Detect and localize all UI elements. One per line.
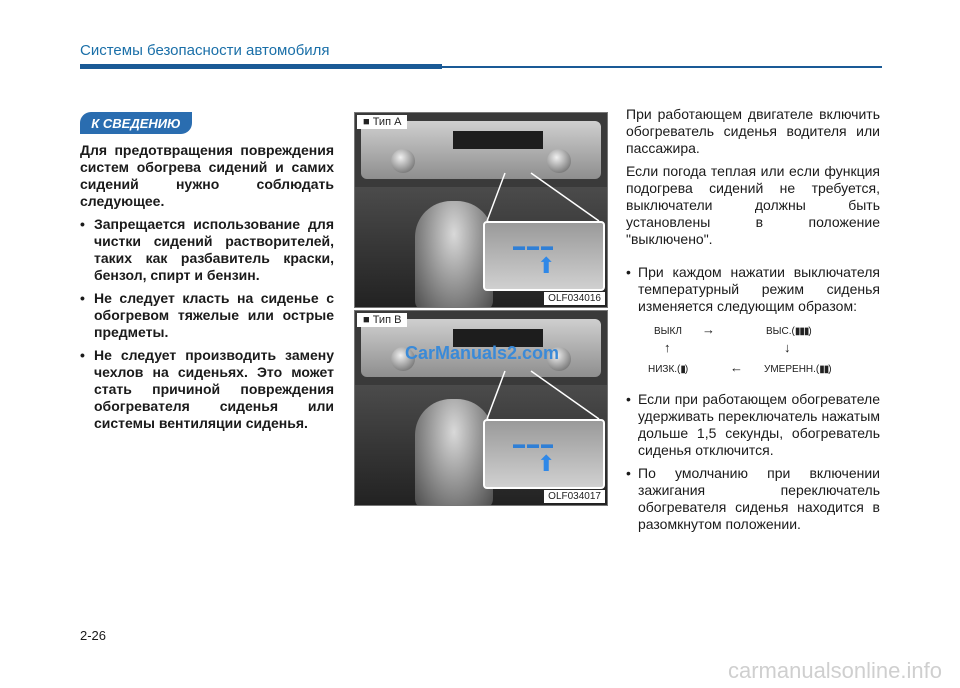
heat-cycle-diagram	[626, 323, 880, 381]
figure-label: ■ Тип B	[357, 313, 407, 327]
instruction-bullet	[626, 465, 880, 533]
bullet-mark: •	[626, 391, 631, 407]
figure-code: OLF034017	[544, 490, 605, 503]
header-bar-light	[442, 66, 882, 68]
cycle-high	[766, 323, 812, 340]
cycle-high-close: )	[808, 326, 812, 337]
figure-label: ■ Тип A	[357, 115, 407, 129]
notice-bullet	[80, 216, 334, 284]
instruction-bullet-text: По умолчанию при включении зажигания переключатель обогревателя сиденья находится в разомкнутом положении.	[638, 465, 880, 532]
seat-heater-callout	[483, 419, 605, 489]
seat-heat-low-icon: ▮	[680, 364, 685, 375]
bullet-mark: •	[80, 216, 85, 232]
seat-heater-indicator-icon: ▬▬▬	[513, 239, 555, 253]
cycle-arrow-down: ↓	[784, 340, 791, 355]
instruction-paragraph: При работающем двигателе включить обогреватель сиденья водителя или пассажира.	[626, 106, 880, 156]
notice-intro: Для предотвращения повреждения систем обогрева сидений и самих сидений нужно соблюдать следующее.	[80, 142, 334, 209]
bullet-mark: •	[80, 290, 85, 306]
instruction-bullet	[626, 391, 880, 459]
notice-bullet-text: Не следует производить замену чехлов на сиденьях. Это может стать причиной повреждения обогревателя сиденья или системы вентиляции сиденья.	[94, 347, 334, 431]
seat-heater-callout	[483, 221, 605, 291]
cycle-medium-close: )	[828, 364, 832, 375]
cycle-arrow-right: →	[702, 322, 715, 337]
cycle-low-label: НИЗК.(	[648, 364, 681, 375]
cycle-arrow-up: ↑	[664, 340, 671, 355]
cycle-medium	[764, 361, 832, 378]
cycle-off: ВЫКЛ	[654, 326, 682, 337]
cycle-medium-label: УМЕРЕНН.(	[764, 364, 820, 375]
cycle-low-close: )	[684, 364, 689, 375]
press-arrow-icon: ⬆	[537, 451, 556, 476]
notice-bullet	[80, 290, 334, 341]
cycle-arrow-left: ←	[730, 360, 743, 375]
instruction-bullet	[626, 264, 880, 315]
seat-heater-indicator-icon: ▬▬▬	[513, 437, 555, 451]
press-arrow-icon: ⬆	[537, 253, 556, 278]
page-number: 2-26	[80, 628, 107, 643]
header-title: Системы безопасности автомобиля	[80, 42, 330, 59]
instruction-paragraph: Если погода теплая или если функция подогрева сидений не требуется, выключатели должны быть установлены в положение "выключено".	[626, 163, 880, 247]
notice-bullet-text: Не следует класть на сиденье с обогревом тяжелые или острые предметы.	[94, 290, 334, 340]
figure-code: OLF034016	[544, 292, 605, 305]
footer-watermark: carmanualsonline.info	[727, 658, 942, 683]
notice-bullet	[80, 347, 334, 432]
notice-badge: К СВЕДЕНИЮ	[80, 112, 192, 134]
cycle-low	[648, 361, 688, 378]
instructions	[626, 106, 880, 539]
figure-type-b	[354, 310, 608, 506]
instruction-bullet-text: Если при работающем обогревателе удерживать переключатель нажатым дольше 1,5 секунды, обогреватель сиденья отключится.	[638, 391, 880, 458]
seat-heat-medium-icon: ▮▮	[819, 364, 829, 375]
bullet-mark: •	[626, 465, 631, 481]
cycle-high-label: ВЫС.(	[766, 326, 795, 337]
watermark: CarManuals2.com	[405, 343, 560, 363]
bullet-mark: •	[626, 264, 631, 280]
header-bar-dark	[80, 64, 442, 69]
bullet-mark: •	[80, 347, 85, 363]
seat-heat-high-icon: ▮▮▮	[794, 326, 809, 337]
notice-body	[80, 142, 334, 438]
notice-bullet-text: Запрещается использование для чистки сидений растворителей, таких как разбавитель краски, бензол, спирт и бензин.	[94, 216, 334, 283]
instruction-bullet-text: При каждом нажатии выключателя температурный режим сиденья изменяется следующим образом:	[638, 264, 880, 314]
figure-type-a	[354, 112, 608, 308]
